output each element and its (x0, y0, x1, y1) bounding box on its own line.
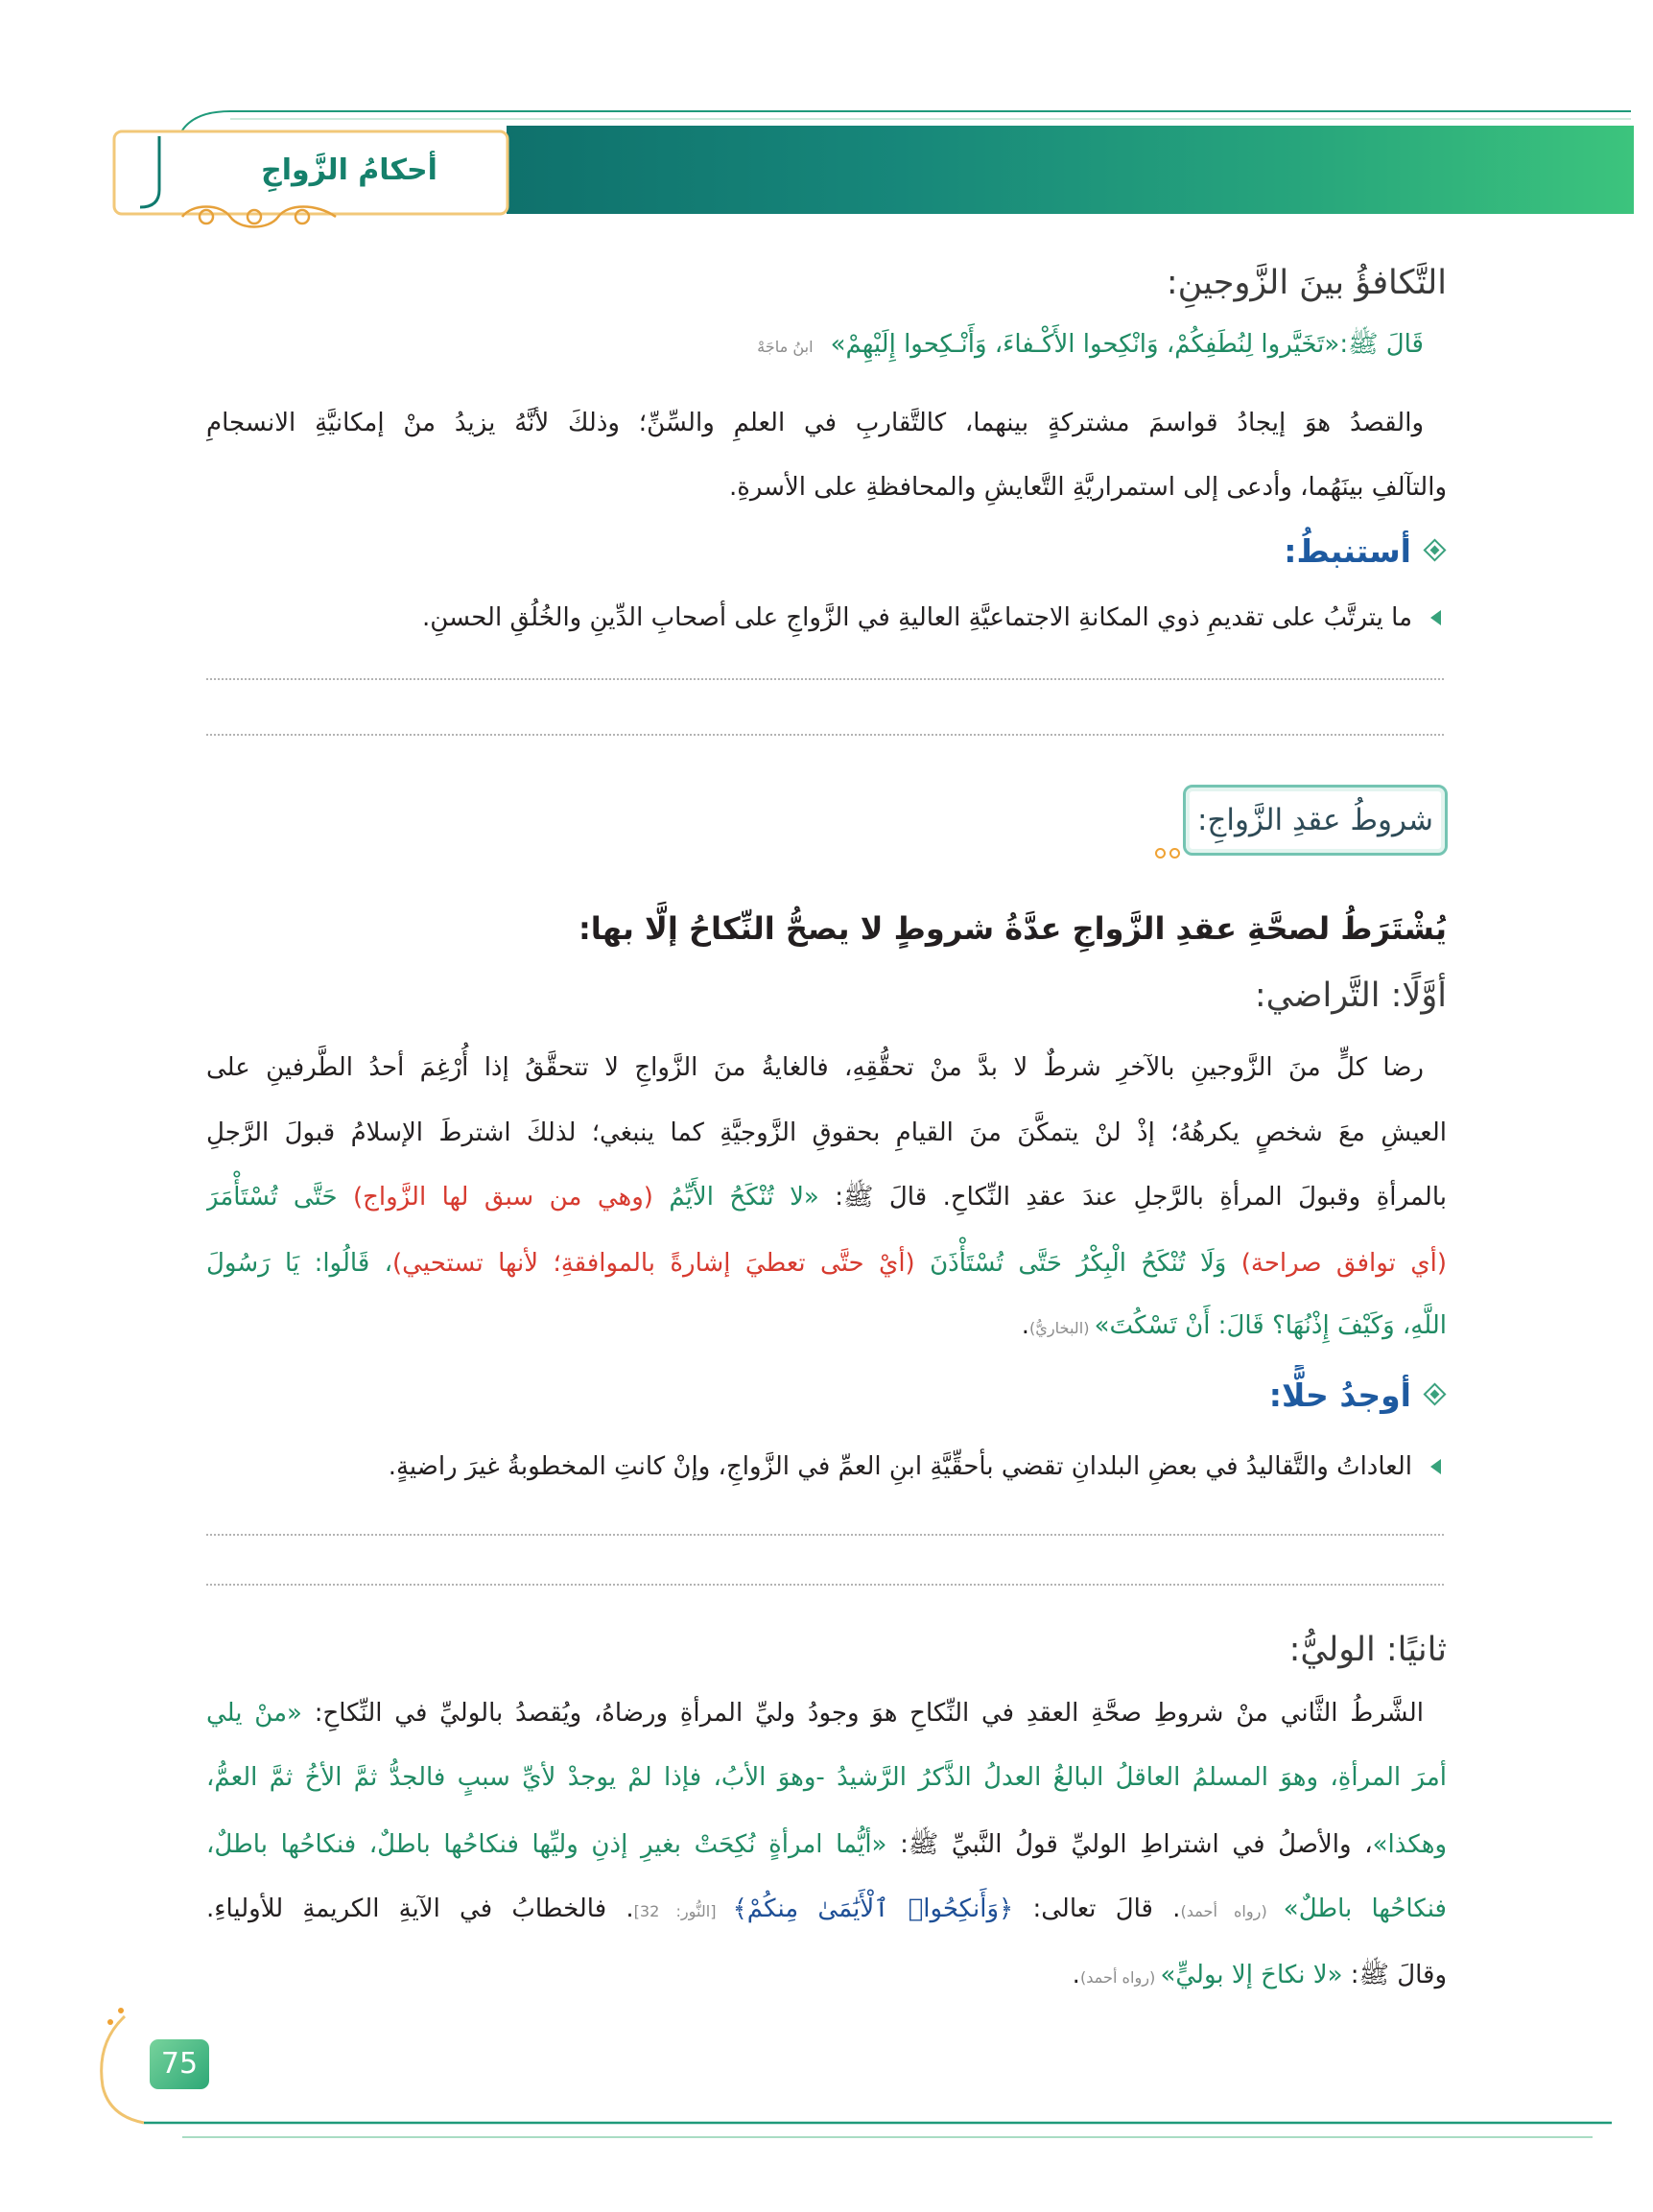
guardian-paragraph-line (206, 1683, 1447, 1744)
definition-text: وهكذا» (1372, 1830, 1447, 1859)
solve-item (206, 1436, 1447, 1497)
solve-label: أوجدُ حلًّا: (1268, 1377, 1411, 1414)
source-citation: (البخاريُّ) (1028, 1319, 1095, 1337)
conditions-heading-box: شروطُ عقدِ الزَّواجِ: (1183, 785, 1448, 856)
body-text: ، والأصلُ في اشتراطِ الوليِّ قولُ النَّبيِّ ﷺ: (886, 1830, 1373, 1859)
body-text: وقالَ ﷺ: (1342, 1961, 1447, 1989)
hadith-text: وَلَا تُنْكَحُ الْبِكْرُ حَتَّى تُسْتَأْذَنَ (914, 1249, 1241, 1278)
guardian-heading: ثانيًا: الوليُّ: (1288, 1631, 1447, 1669)
ornament-dot (107, 2019, 113, 2025)
guardian-paragraph-line (206, 1747, 1447, 1808)
ornament-dot (118, 2008, 124, 2013)
solve-item-text: العاداتُ والتَّقاليدُ في بعضِ البلدانِ تقضي بأحقِّيَّةِ ابنِ العمِّ في الزَّواجِ، وإنْ كانتِ المخطوبةُ غيرَ راضيةٍ. (388, 1452, 1412, 1481)
triangle-bullet-icon (1430, 610, 1441, 625)
triangle-bullet-icon (1430, 1459, 1441, 1474)
verse-reference: [النُّور: 32] (633, 1902, 733, 1920)
quran-verse: ﴿وَأَنكِحُوا۟ ٱلْأَيَٰمَىٰ مِنكُمْ﴾ (732, 1894, 1014, 1923)
hadith-text: «أيُّما امرأةٍ نُكِحَتْ بغيرِ إذنِ وليِّها فنكاحُها باطلٌ، فنكاحُها باطلٌ، (206, 1830, 887, 1859)
orange-dots-icon (1155, 848, 1166, 859)
hadith-text: فنكاحُها باطلٌ» (1283, 1894, 1447, 1923)
explanation-text: (أيْ حتَّى تعطيَ إشارةً بالموافقةِ؛ لأنها تستحيي) (392, 1249, 915, 1278)
answer-line (206, 1534, 1444, 1536)
deduce-item-text: ما يترتَّبُ على تقديمِ ذوي المكانةِ الاجتماعيَّةِ العاليةِ في الزَّواجِ على أصحابِ الدِّينِ والخُلُقِ الحسنِ. (422, 603, 1412, 632)
consent-paragraph-line (206, 1295, 1447, 1356)
source-citation: (رواه أحمد) (1079, 1968, 1161, 1987)
deduce-label-row (206, 521, 1447, 582)
hadith-text: ، قَالُوا: يَا رَسُولَ (206, 1249, 393, 1278)
source-citation: ابنُ ماجَهْ (757, 338, 814, 356)
kafaa-paragraph-line: والقصدُ هوَ إيجادُ قواسمَ مشتركةٍ بينهما، كالتَّقاربِ في العلمِ والسِّنِّ؛ وذلكَ لأنَّهُ يزيدُ منْ إمكانيَّةِ الانسجامِ (206, 409, 1424, 437)
hadith-text: قَالَ ﷺ:«تَخَيَّروا لِنُطَفِكُمْ، وَانْكِحوا الأَكْـفاءَ، وَأَنْـكِحوا إِلَيْهِمْ» (830, 330, 1424, 359)
consent-paragraph-line: رضا كلٍّ منَ الزَّوجينِ بالآخرِ شرطٌ لا بدَّ منْ تحقُّقِهِ، فالغايةُ منَ الزَّواجِ لا تتحقَّقُ إذا أُرْغِمَ أحدُ الطَّرفينِ على (206, 1053, 1424, 1082)
kafaa-paragraph-line: والتآلفِ بينَهُما، وأدعى إلى استمراريَّةِ التَّعايشِ والمحافظةِ على الأسرةِ. (728, 473, 1447, 502)
deduce-item (206, 587, 1447, 648)
kafaa-heading: التَّكافؤُ بينَ الزَّوجينِ: (1166, 264, 1447, 302)
body-text: . فالخطابُ في الآيةِ الكريمةِ للأولياءِ. (206, 1894, 634, 1923)
source-citation: (رواه أحمد) (1180, 1902, 1284, 1920)
header-decoration (0, 0, 1653, 249)
solve-label-row (206, 1365, 1447, 1426)
body-text: بالمرأةِ وقبولَ المرأةِ بالرَّجلِ عندَ عقدِ النِّكاحِ. قالَ ﷺ: (818, 1183, 1447, 1212)
answer-line (206, 734, 1444, 736)
hadith-text: «لا نكاحَ إلا بوليٍّ» (1160, 1961, 1343, 1989)
body-text: . قالَ تعالى: (1013, 1894, 1181, 1923)
consent-paragraph-line (206, 1166, 1447, 1228)
answer-line (206, 678, 1444, 680)
hadith-text: «لا تُنْكَحُ الأَيِّمُ (652, 1183, 819, 1212)
hadith-text: اللَّهِ، وَكَيْفَ إِذْنُهَا؟ قَالَ: أَنْ تَسْكُتَ» (1094, 1311, 1447, 1340)
hadith-text: حَتَّى تُسْتَأْمَرَ (206, 1183, 353, 1212)
body-text: . (1021, 1311, 1029, 1340)
consent-paragraph-line (206, 1233, 1447, 1294)
body-text: الشَّرطُ الثَّاني منْ شروطِ صحَّةِ العقدِ في النِّكاحِ هوَ وجودُ وليِّ المرأةِ ورضاهُ، ويُقصدُ بالوليِّ في النِّكاحِ: (301, 1699, 1425, 1728)
definition-text: أمرَ المرأةِ، وهوَ المسلمُ العاقلُ البالغُ العدلُ الذَّكرُ الرَّشيدُ -وهوَ الأبُ، فإذا لمْ يوجدْ لأيِّ سببٍ فالجدُّ ثمَّ الأخُ ثمَّ العمُّ، (206, 1763, 1447, 1792)
consent-paragraph-line: العيشِ معَ شخصٍ يكرهُهُ؛ إذْ لنْ يتمكَّنَ منَ القيامِ بحقوقِ الزَّوجيَّةِ كما ينبغي؛ لذلكَ اشترطَ الإسلامُ قبولَ الرَّجلِ (206, 1118, 1447, 1147)
guardian-paragraph-line (206, 1814, 1447, 1875)
conditions-intro: يُشْتَرَطُ لصحَّةِ عقدِ الزَّواجِ عدَّةُ شروطٍ لا يصحُّ النِّكاحُ إلَّا بها: (578, 910, 1447, 947)
page-number-bracket (102, 2016, 144, 2123)
diamond-bullet-icon (1423, 538, 1446, 561)
guardian-paragraph-line (206, 1878, 1447, 1940)
body-text: . (1072, 1961, 1080, 1989)
consent-heading: أوَّلًا: التَّراضي: (1254, 977, 1447, 1015)
explanation-text: (أي توافق صراحة) (1240, 1249, 1447, 1278)
chapter-title: أحكامُ الزَّواجِ (261, 153, 437, 187)
kafaa-hadith-line (206, 314, 1447, 375)
footer-decoration (0, 1995, 1653, 2168)
answer-line (206, 1584, 1444, 1586)
definition-text: «منْ يلي (206, 1699, 302, 1728)
deduce-label: أستنبطُ: (1284, 532, 1411, 570)
page-number: 75 (150, 2039, 209, 2089)
orange-dots-icon (1169, 848, 1180, 859)
diamond-bullet-icon (1423, 1382, 1446, 1405)
explanation-text: (وهي من سبق لها الزَّواج) (352, 1183, 653, 1212)
